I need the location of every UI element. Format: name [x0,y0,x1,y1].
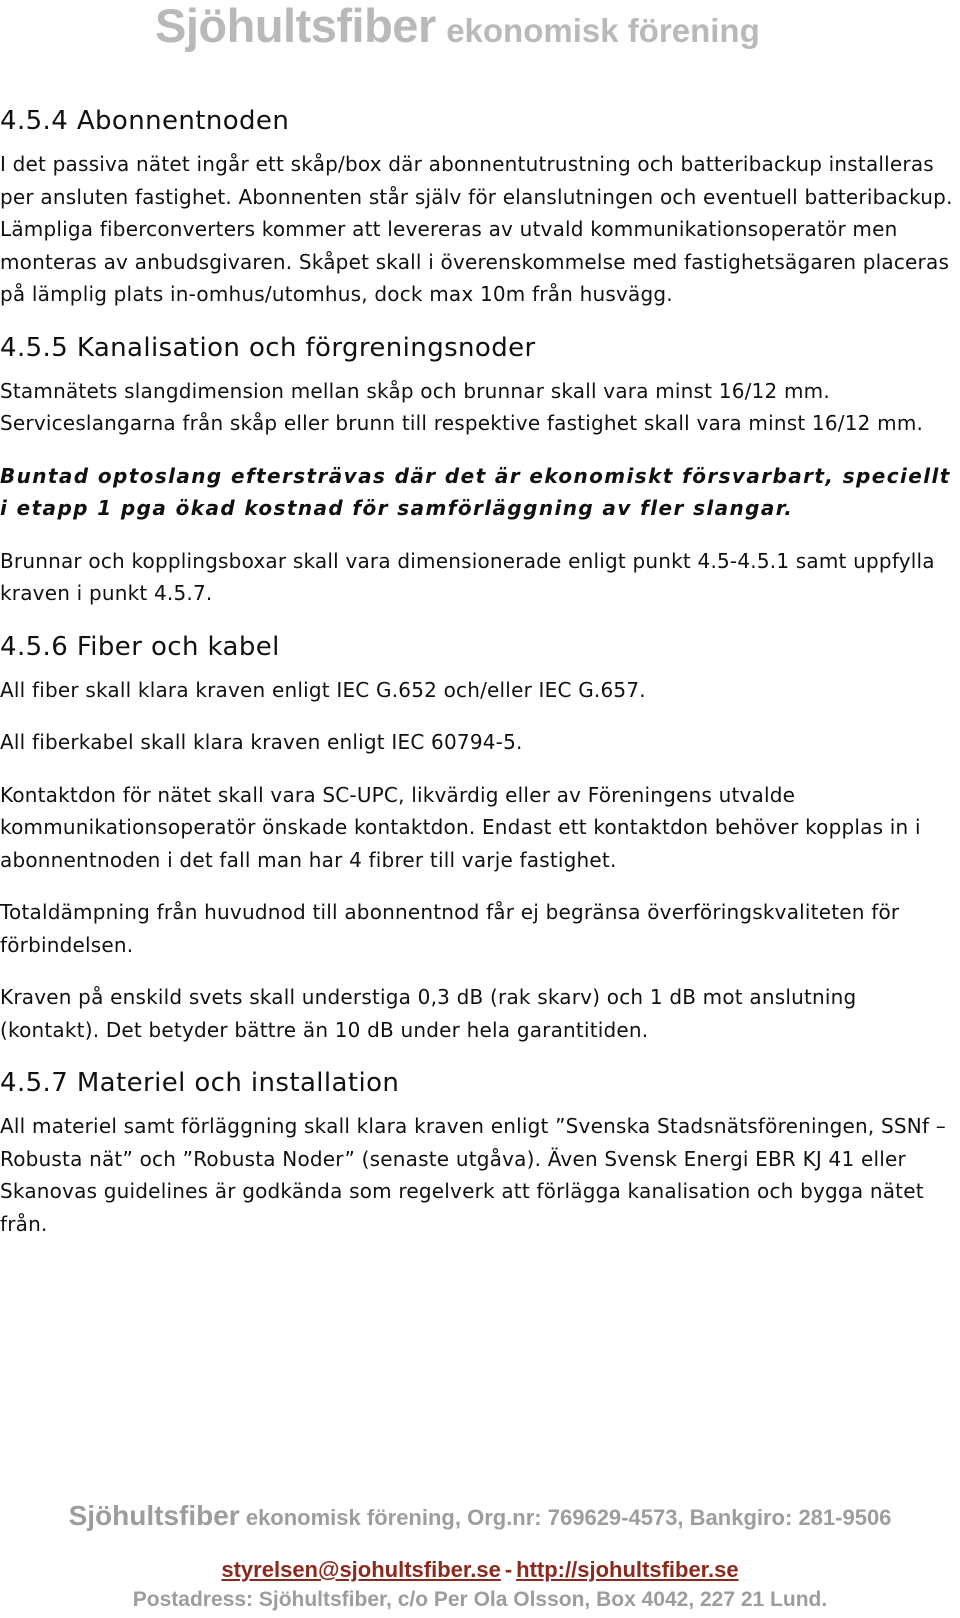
document-header [155,0,760,53]
footer-postal-address: Postadress: Sjöhultsfiber, c/o Per Ola Olsson, Box 4042, 227 21 Lund. [132,1588,828,1611]
footer-contact-links [0,1557,960,1583]
header-brand-subtitle: ekonomisk förening [446,12,760,49]
section-paragraph: Kontaktdon för nätet skall vara SC-UPC, likvärdig eller av Föreningens utvalde kommunikationsoperatör önskade kontaktdon. Endast ett kontaktdon behöver kopplas in i abonnentnoden i det fall man har 4 fibrer till varje fastighet. [0,782,921,872]
section-4-5-4 [0,104,958,311]
section-paragraph: All fiber skall klara kraven enligt IEC G.652 och/eller IEC G.657. [0,677,646,702]
emphasized-paragraph: Buntad optoslang eftersträvas där det är ekonomiskt försvarbart, speciellt i etapp 1 pga ökad kostnad för samförläggning av fler slangar. [0,463,951,520]
section-paragraph: I det passiva nätet ingår ett skåp/box där abonnentutrustning och batteribackup installeras per ansluten fastighet. Abonnenten står själv för elanslutningen och eventuell batteribackup. Lämpliga fiberconverters kommer att levereras av utvald kommunikationsoperatör men monteras av anbudsgivaren. Skåpet skall i överenskommelse med fastighetsägaren placeras på lämplig plats in-omhus/utomhus, dock max 10m från husvägg. [0,152,953,306]
section-paragraph: Brunnar och kopplingsboxar skall vara dimensionerade enligt punkt 4.5-4.5.1 samt uppfylla kraven i punkt 4.5.7. [0,548,935,605]
section-paragraph: All fiberkabel skall klara kraven enligt IEC 60794-5. [0,730,523,754]
section-paragraph: Kraven på enskild svets skall understiga 0,3 dB (rak skarv) och 1 dB mot anslutning (kontakt). Det betyder bättre än 10 dB under hela garantitiden. [0,985,857,1042]
section-heading: 4.5.6 Fiber och kabel [0,631,280,662]
email-link[interactable]: styrelsen@sjohultsfiber.se [221,1557,501,1582]
footer-org-line [0,1500,960,1532]
footer-brand-name: Sjöhultsfiber [68,1500,240,1531]
header-brand-name: Sjöhultsfiber [155,0,436,52]
website-link[interactable]: http://sjohultsfiber.se [516,1557,739,1582]
footer-org-details: ekonomisk förening, Org.nr: 769629-4573, Bankgiro: 281-9506 [245,1505,892,1530]
section-paragraph: All materiel samt förläggning skall klara kraven enligt ”Svenska Stadsnätsföreningen, SSNf – Robusta nät” och ”Robusta Noder” (senaste utgåva). Även Svensk Energi EBR KJ 41 eller Skanovas guidelines är godkända som regelverk att förlägga kanalisation och bygga nätet från. [0,1114,946,1236]
link-separator: - [504,1557,513,1582]
section-heading: 4.5.7 Materiel och installation [0,1068,400,1098]
section-heading: 4.5.4 Abonnentnoden [0,106,290,136]
section-4-5-6 [0,630,958,1047]
document-body [0,104,958,1260]
section-paragraph: Stamnätets slangdimension mellan skåp och brunnar skall vara minst 16/12 mm. Serviceslangarna från skåp eller brunn till respektive fastighet skall vara minst 16/12 mm. [0,378,924,435]
section-4-5-7 [0,1066,958,1240]
section-paragraph: Totaldämpning från huvudnod till abonnentnod får ej begränsa överföringskvaliteten för förbindelsen. [0,900,900,957]
section-4-5-5 [0,331,958,610]
section-heading: 4.5.5 Kanalisation och förgreningsnoder [0,332,536,363]
